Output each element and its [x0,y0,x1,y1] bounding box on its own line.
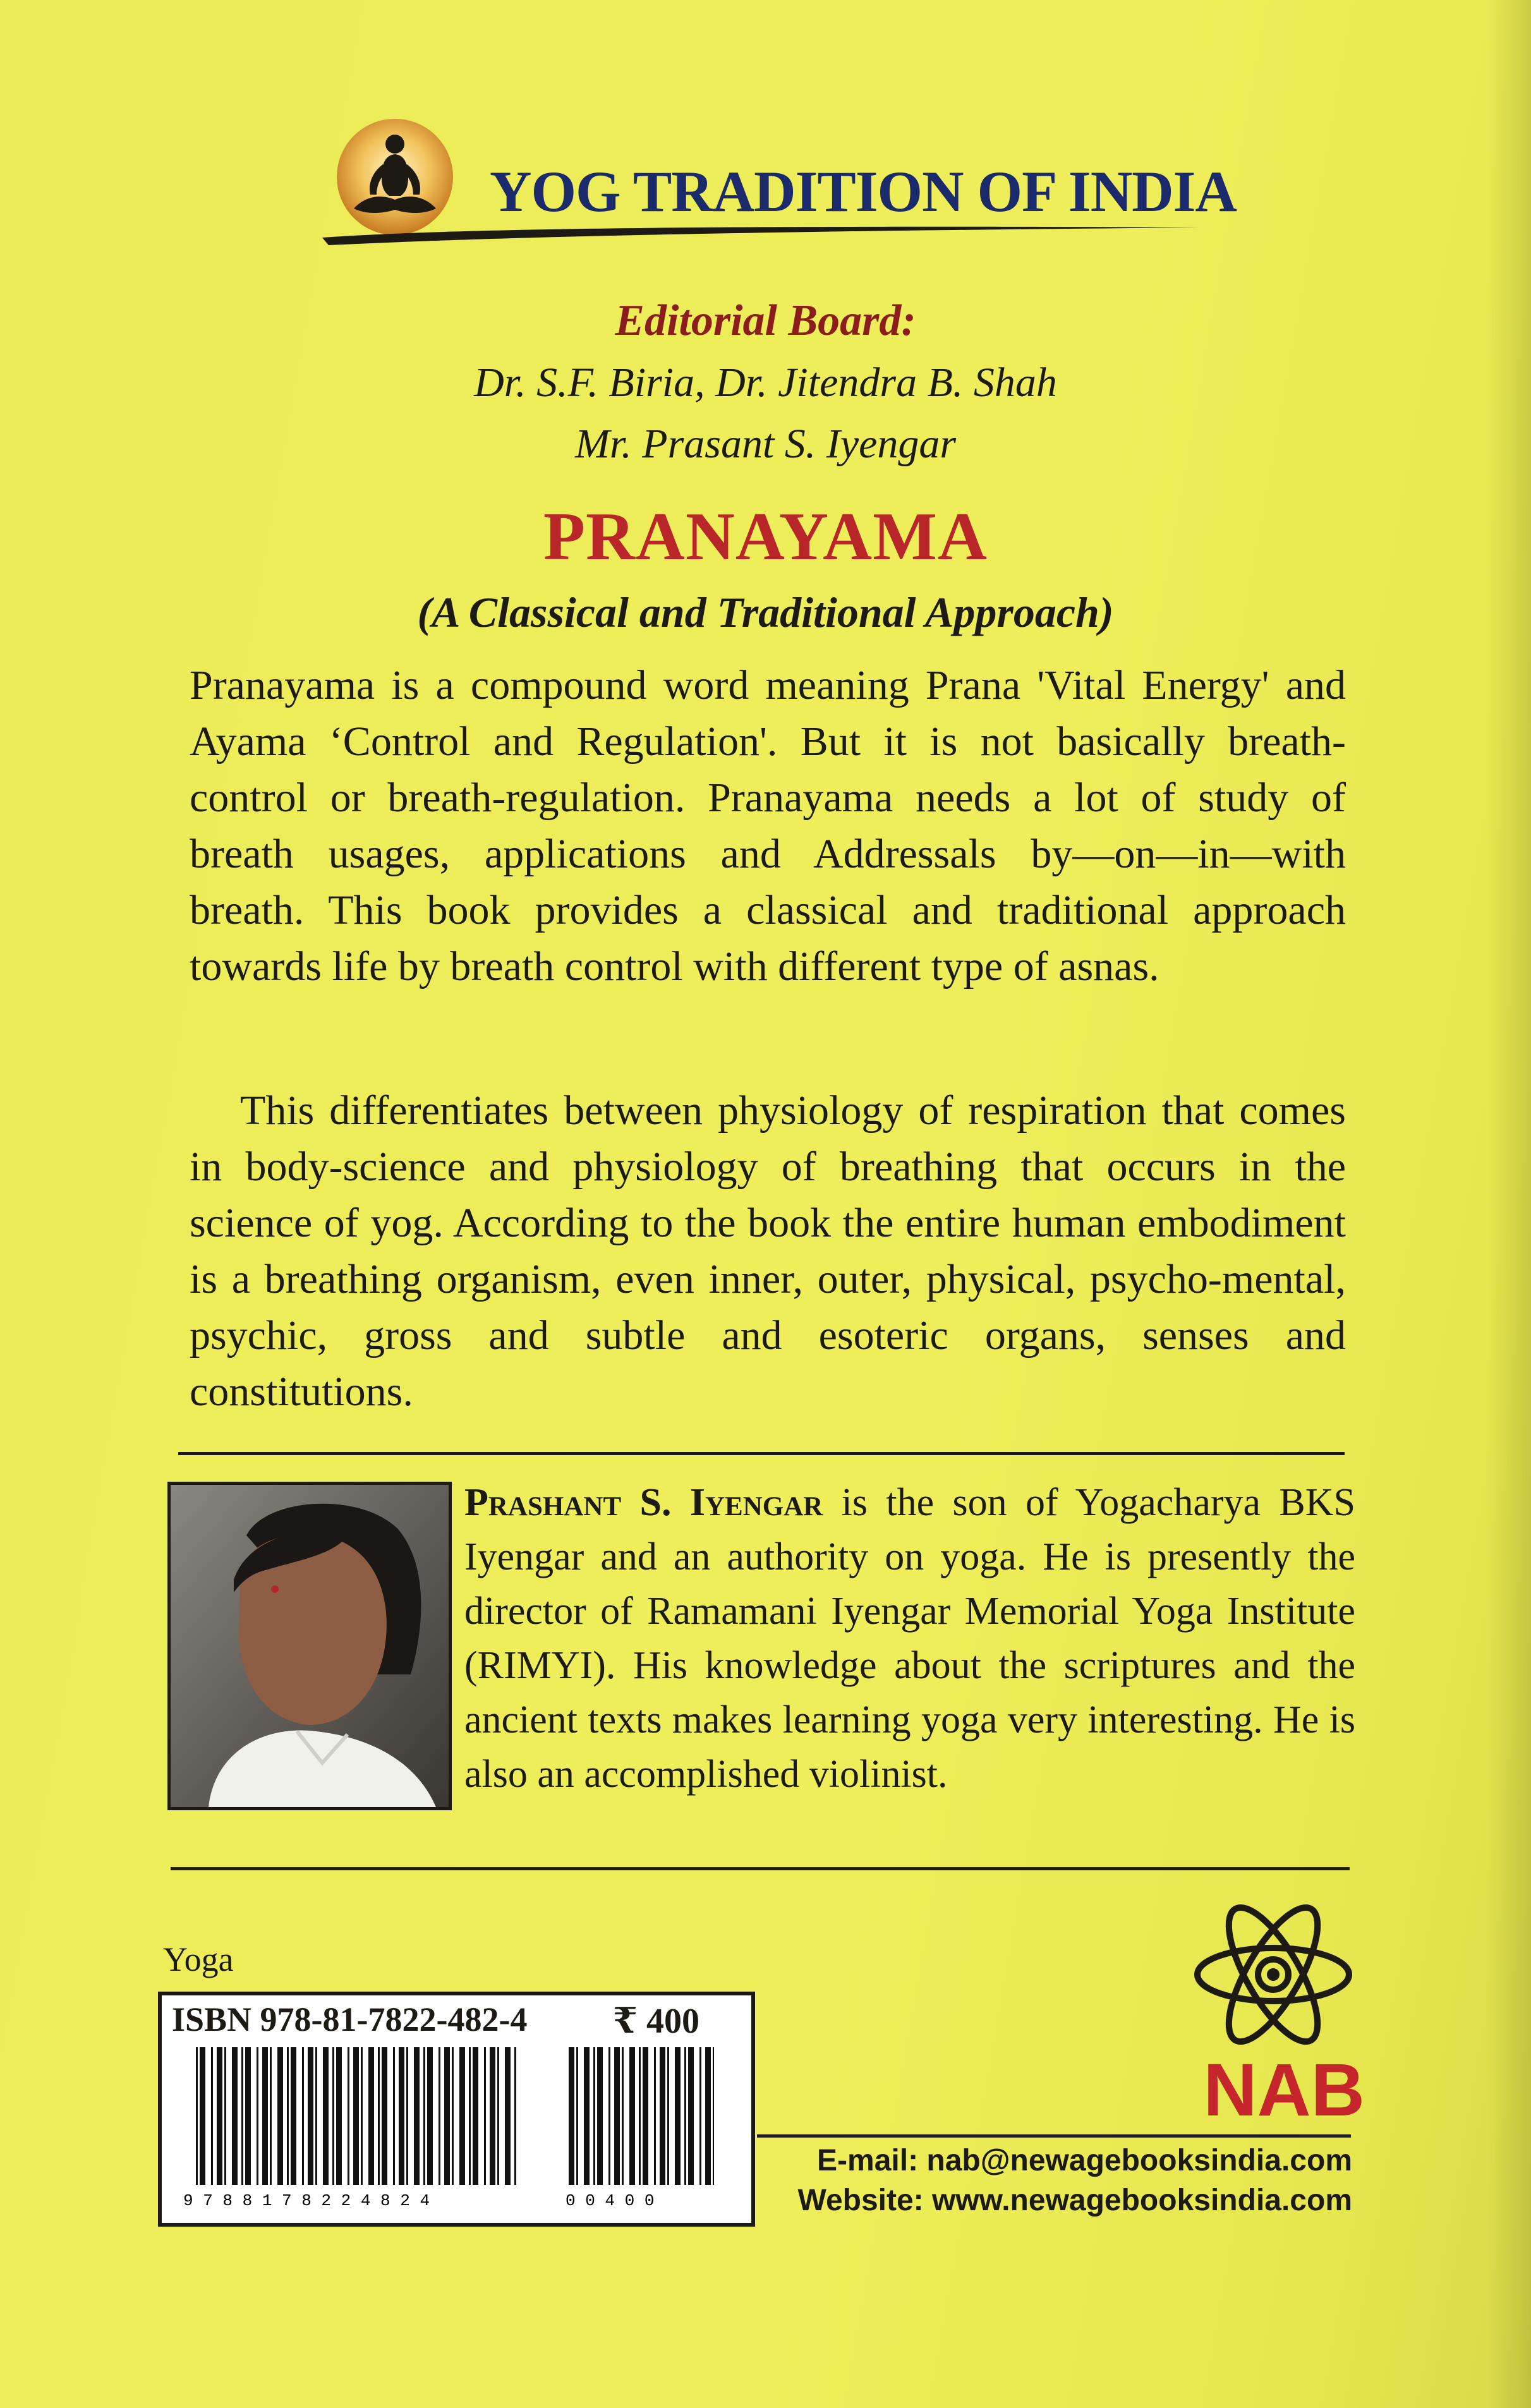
barcode-bar [699,2047,701,2185]
price: ₹ 400 [613,2002,699,2041]
barcode-bar [484,2047,486,2185]
barcode-bar [348,2047,349,2185]
description-paragraph-1: Pranayama is a compound word meaning Prana 'Vital Energy' and Ayama ‘Control and Regulation'. But it is not basically breath-control or breath-regulation. Pranayama needs a lot of study of breath usages, applications and Addressals by—on—in—with breath. This book provides a classical and traditional approach towards life by breath control with different type of asnas. [190,662,1346,989]
barcode-bar [584,2047,590,2185]
barcode-bar [675,2047,681,2185]
barcode-bar [459,2047,465,2185]
barcode-bar [277,2047,283,2185]
barcode-bar [597,2047,603,2185]
barcode-bar [287,2047,289,2185]
divider-bottom [171,1867,1350,1870]
barcode-bar [315,2047,317,2185]
barcode-addon-bars [569,2047,714,2185]
barcode-bar [705,2047,711,2185]
barcode-bar [514,2047,516,2185]
barcode-bar [629,2047,635,2185]
barcode-bar [643,2047,648,2185]
barcode-bar [406,2047,408,2185]
barcode-bar [336,2047,342,2185]
barcode-bar [423,2047,425,2185]
book-title: PRANAYAMA [543,499,988,574]
barcode-bar [444,2047,450,2185]
publisher-name: NAB [1203,2048,1365,2132]
barcode-bar [505,2047,511,2185]
barcode-bar [393,2047,395,2185]
barcode-bar [593,2047,595,2185]
category-label: Yoga [163,1940,234,1978]
author-name: Prashant S. Iyengar [464,1481,823,1524]
barcode-bar [497,2047,499,2185]
barcode-bar [469,2047,471,2185]
barcode-bar [378,2047,380,2185]
publisher-divider [757,2134,1351,2138]
barcode-bar [353,2047,359,2185]
barcode-bar [622,2047,624,2185]
barcode-bar [654,2047,656,2185]
barcode-bar [576,2047,578,2185]
barcode-bar [270,2047,272,2185]
barcode-bar [323,2047,329,2185]
description-paragraph-2: This differentiates between physiology of respiration that comes in body-science and physiology of breathing that occurs in the science of yog. According to the book the entire human embodiment is a breathing organism, even inner, outer, physical, psycho-mental, psychic, gross and subtle and esoteric organs, senses and constitutions. [190,1087,1346,1415]
barcode-bar [196,2047,198,2185]
barcode-bar [262,2047,268,2185]
barcode-bar [368,2047,374,2185]
barcode-bar [257,2047,258,2185]
barcode-bar [241,2047,243,2185]
isbn-number: ISBN 978-81-7822-482-4 [172,2000,528,2038]
barcode-bar [382,2047,387,2185]
barcode-addon-digits: 0 0 4 0 0 [566,2191,655,2210]
book-subtitle: (A Classical and Traditional Approach) [417,588,1114,636]
barcode-bar [684,2047,686,2185]
atom-icon [1188,1886,1359,2063]
barcode-bar [224,2047,226,2185]
barcode-bar [660,2047,665,2185]
barcode-bar [439,2047,440,2185]
barcode-bar [245,2047,251,2185]
barcode-bar [399,2047,404,2185]
barcode-bar [473,2047,478,2185]
barcode-bar [308,2047,313,2185]
barcode-bar [361,2047,363,2185]
barcode-bar [302,2047,304,2185]
barcode-bar [569,2047,574,2185]
barcode-icon [183,2047,727,2211]
series-title: YOG TRADITION OF INDIA [490,159,1237,224]
barcode-bar [452,2047,454,2185]
barcode-bar [713,2047,714,2185]
editors-line-2: Mr. Prasant S. Iyengar [574,421,957,467]
publisher-email[interactable]: E-mail: nab@newagebooksindia.com [817,2144,1352,2177]
barcode-bar [332,2047,334,2185]
divider-top [178,1452,1345,1455]
barcode-bar [614,2047,620,2185]
barcode-main-bars [196,2047,516,2185]
editors-line-1: Dr. S.F. Biria, Dr. Jitendra B. Shah [474,360,1057,406]
barcode-bar [211,2047,213,2185]
series-underline-swoosh [322,222,1201,248]
editorial-board-label: Editorial Board: [615,296,916,345]
publisher-website[interactable]: Website: www.newagebooksindia.com [797,2184,1352,2217]
author-photo [167,1482,452,1810]
barcode-bar [427,2047,433,2185]
barcode-bar [200,2047,205,2185]
barcode-bar [414,2047,420,2185]
barcode-main-digits: 9 7 8 8 1 7 8 2 2 4 8 2 4 [183,2191,430,2210]
author-bio [464,1475,1355,1801]
barcode-bar [217,2047,222,2185]
barcode-bar [667,2047,669,2185]
barcode-bar [688,2047,694,2185]
barcode-bar [232,2047,238,2185]
barcode-bar [608,2047,610,2185]
barcode-bar [490,2047,495,2185]
author-bio-text: is the son of Yogacharya BKS Iyengar and an authority on yoga. He is presently the director of Ramamani Iyengar Memorial Yoga Institute (RIMYI). His knowledge about the scriptures and the ancient texts makes learning yoga very interesting. He is also an accomplished violinist. [464,1481,1355,1796]
barcode-bar [291,2047,296,2185]
barcode-bar [639,2047,641,2185]
